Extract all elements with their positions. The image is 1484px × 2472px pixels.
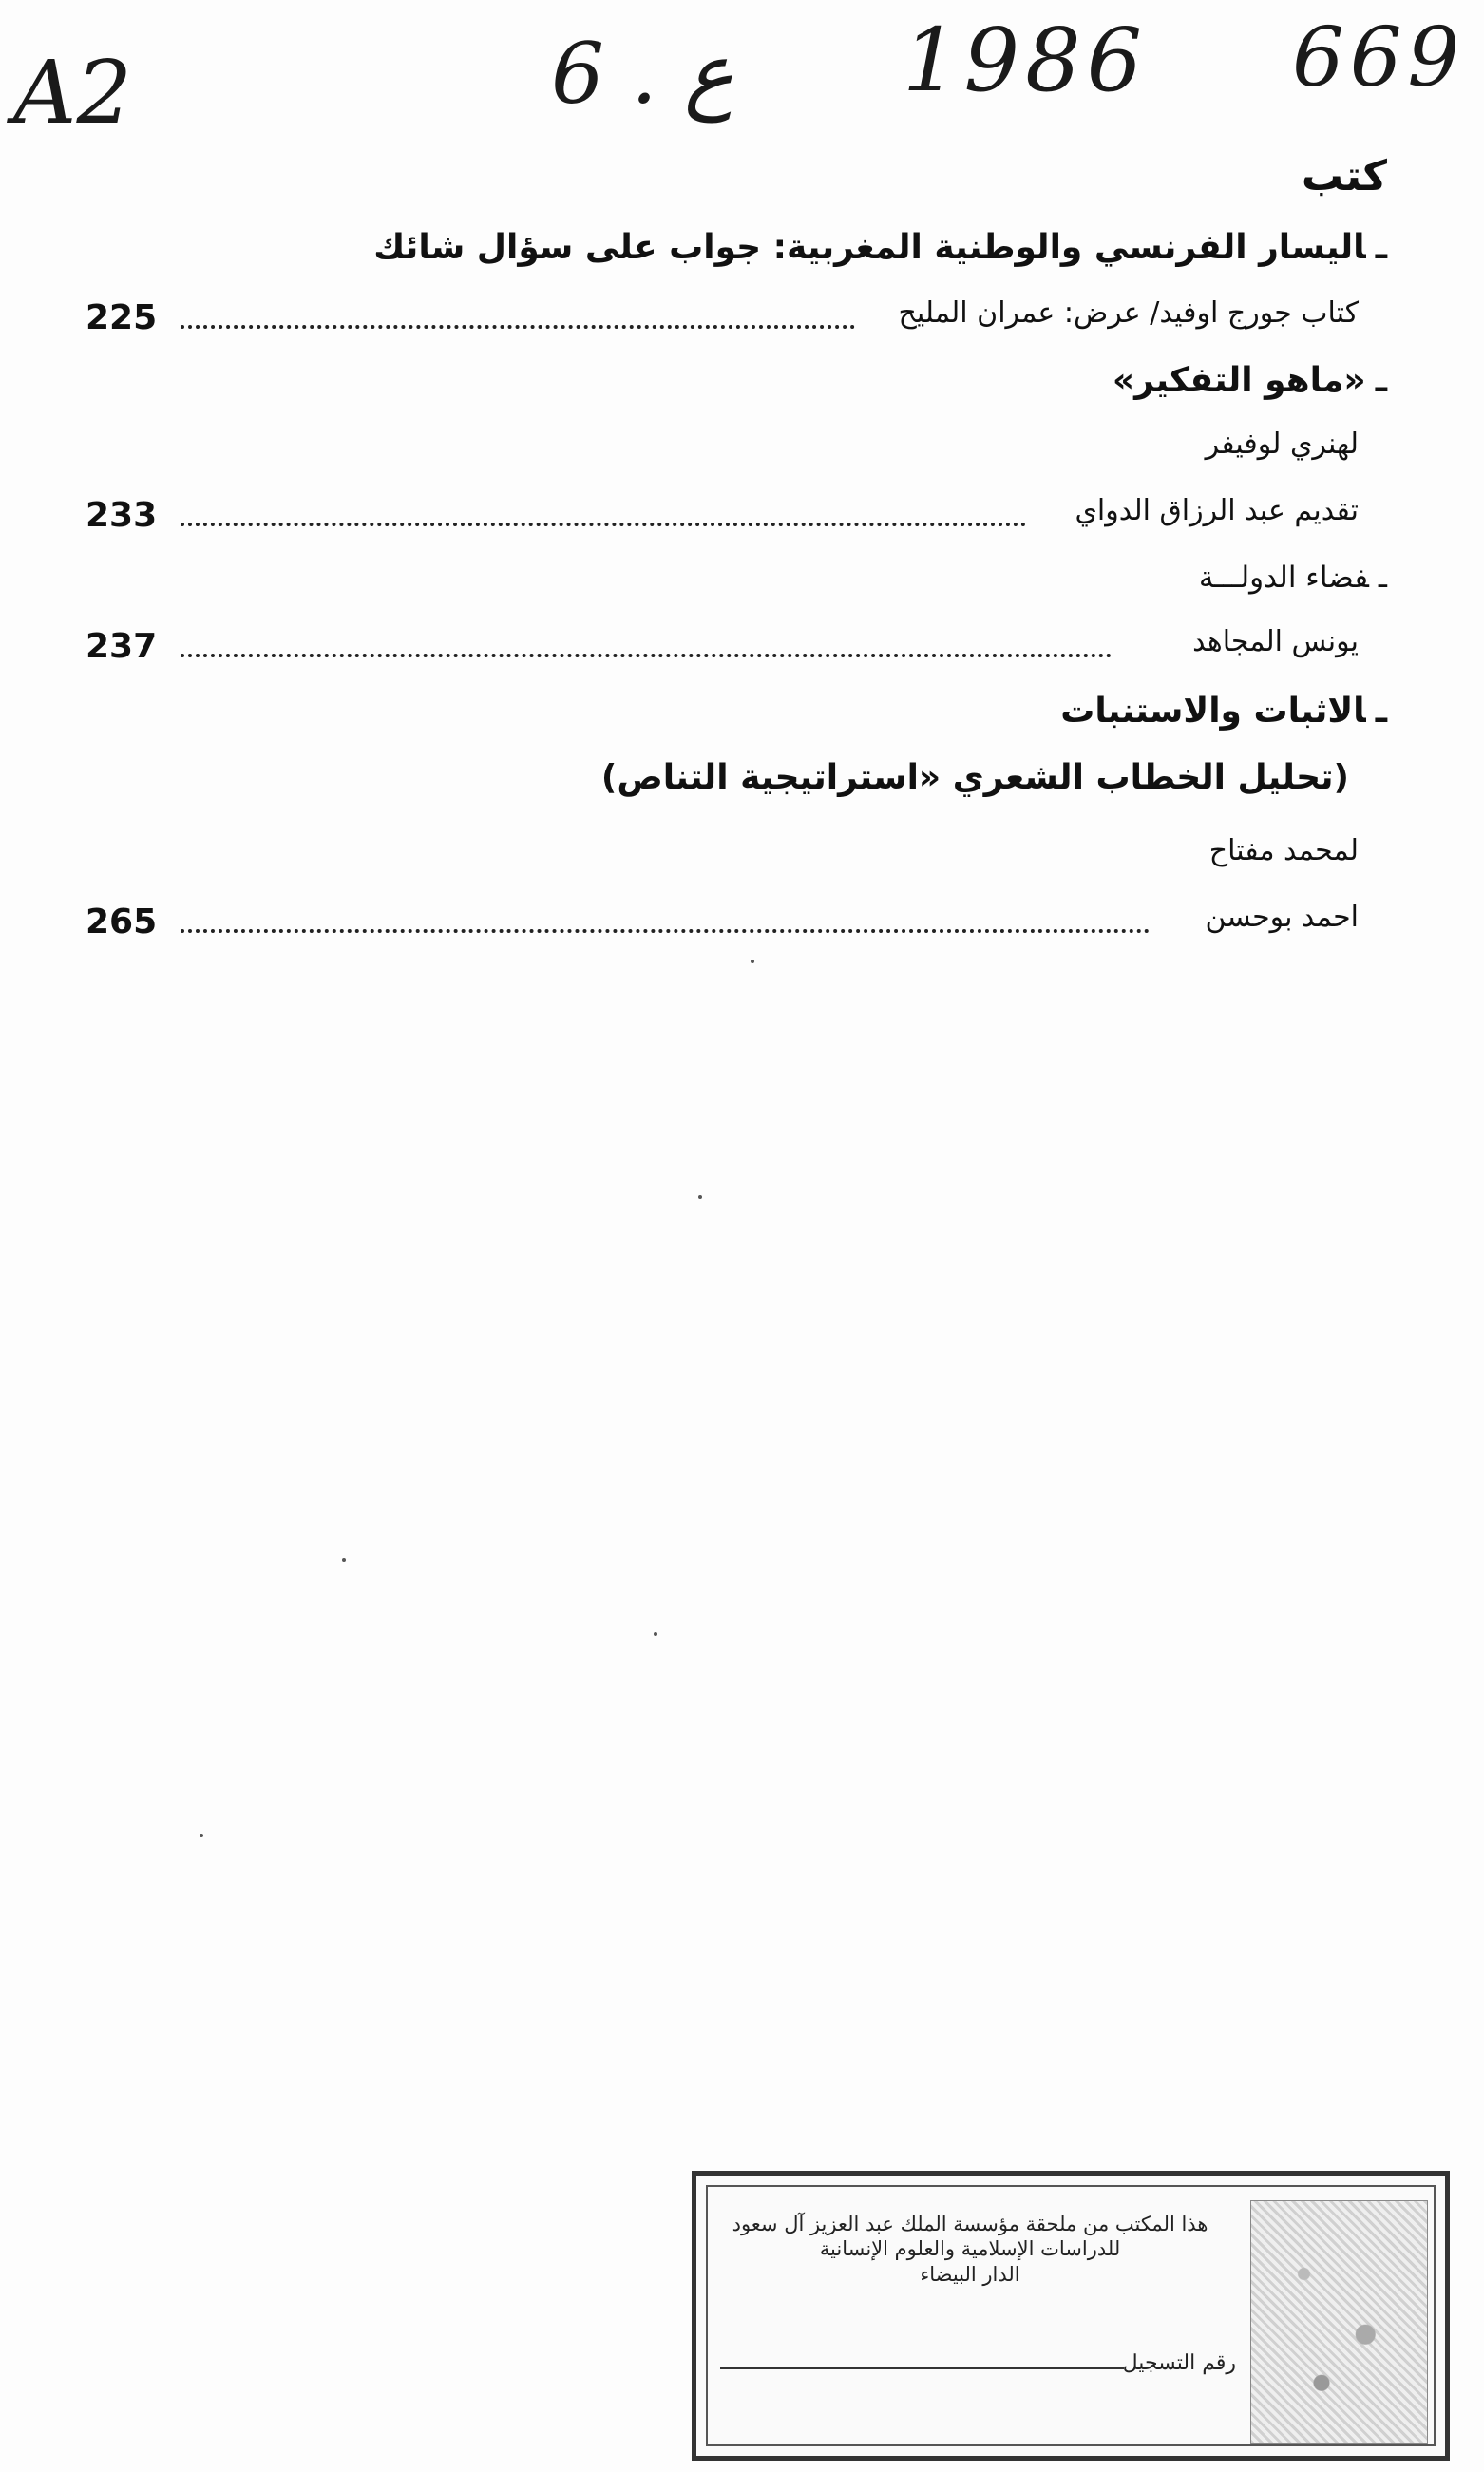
dot-leader — [181, 654, 1112, 657]
entry-author: لهنري لوفيفر — [1205, 428, 1359, 461]
toc-entry-line — [86, 494, 1387, 551]
stamp-line: هذا المكتب من ملحقة مؤسسة الملك عبد العزيز آل سعود — [732, 2213, 1208, 2235]
entry-author: يونس المجاهد — [1192, 625, 1359, 658]
handwritten-year: 1986 — [903, 10, 1149, 111]
scan-speck — [342, 1558, 346, 1562]
entry-author: تقديم عبد الرزاق الدواي — [1075, 494, 1359, 527]
toc-entry-line — [86, 296, 1387, 353]
registration-line — [720, 2367, 1124, 2369]
dot-leader — [181, 325, 855, 329]
scan-speck — [654, 1632, 657, 1636]
toc-entry-line — [86, 625, 1387, 682]
toc-entry-title — [86, 228, 1387, 285]
entry-title-text: «ماهو التفكير» — [1112, 361, 1366, 400]
entry-title-text: اليسار الفرنسي والوطنية المغربية: جواب على سؤال شائك — [373, 228, 1366, 267]
toc-entry-title — [86, 561, 1387, 618]
stamp-line: الدار البيضاء — [920, 2262, 1020, 2286]
toc-entry-title — [86, 692, 1387, 749]
entry-author: لمحمد مفتاح — [1208, 834, 1359, 867]
library-stamp — [692, 2171, 1450, 2461]
entry-author: احمد بوحسن — [1205, 901, 1359, 934]
stamp-text — [704, 2212, 1236, 2287]
entry-subtitle: (تحليل الخطاب الشعري «استراتيجية التناص) — [600, 758, 1349, 797]
entry-title-text: فضاء الدولـــة — [1198, 561, 1369, 595]
dot-leader — [181, 929, 1150, 933]
page-number: 265 — [86, 903, 158, 941]
dash-mark: ـ — [1375, 361, 1387, 400]
registration-label: رقم التسجيل — [1122, 2351, 1236, 2375]
toc-entry-subtitle — [86, 758, 1387, 815]
stamp-line: للدراسات الإسلامية والعلوم الإنسانية — [819, 2237, 1121, 2261]
scan-speck — [751, 960, 754, 963]
dot-leader — [181, 523, 1026, 526]
toc-entry-line — [86, 901, 1387, 958]
toc-entry-author — [86, 428, 1387, 485]
page-number: 237 — [86, 627, 158, 666]
page-number: 225 — [86, 298, 158, 337]
handwritten-code: A2 — [13, 42, 132, 143]
dash-mark: ـ — [1375, 692, 1387, 731]
scan-speck — [698, 1195, 702, 1199]
scan-speck — [200, 1834, 203, 1837]
dash-mark: ـ — [1375, 228, 1387, 267]
dash-mark: ـ — [1378, 561, 1387, 595]
entry-title-text: الاثبات والاستنبات — [1060, 692, 1366, 731]
section-title: كتب — [1301, 152, 1387, 200]
seal-image — [1250, 2200, 1428, 2444]
toc-entry-author — [86, 834, 1387, 891]
entry-author: كتاب جورج اوفيد/ عرض: عمران المليح — [898, 296, 1359, 330]
toc-entry-title — [86, 361, 1387, 418]
handwritten-number: 669 — [1292, 10, 1466, 105]
page-number: 233 — [86, 496, 158, 535]
handwritten-issue: 6 . ع — [551, 25, 734, 123]
